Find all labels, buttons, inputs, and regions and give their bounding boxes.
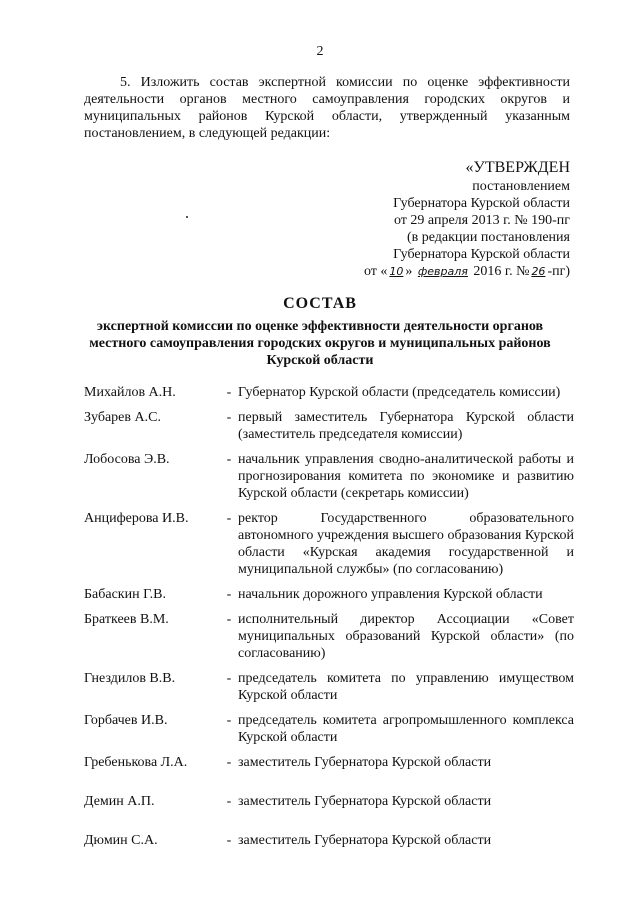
- page-number: 2: [316, 44, 324, 59]
- member-dash: -: [226, 511, 232, 526]
- approval-line: Губернатора Курской области: [393, 196, 570, 211]
- member-position: первый заместитель Губернатора Курской области (заместитель председателя комиссии): [238, 410, 574, 442]
- scan-speck: [186, 216, 188, 218]
- approval-line: Губернатора Курской области: [393, 247, 570, 262]
- paragraph-5: 5. Изложить состав экспертной комиссии по оценке эффективности деятельности органов местного самоуправления городских округов и муниципальных районов Курской области, утвержденный указанным постановлением, в следующей редакции:: [84, 75, 570, 141]
- member-row: [84, 510, 574, 578]
- member-position: начальник управления сводно-аналитической работы и прогнозирования комитета по экономике и развитию Курской области (секретарь комиссии): [238, 452, 574, 501]
- handwritten-number: 26: [531, 265, 546, 278]
- member-name: Зубарев А.С.: [84, 410, 161, 425]
- member-row: [84, 712, 574, 746]
- approval-heading: «УТВЕРЖДЕН: [465, 159, 570, 176]
- member-dash: -: [226, 713, 232, 728]
- date-mid: »: [405, 264, 413, 279]
- member-dash: -: [226, 755, 232, 770]
- member-row: [84, 611, 574, 662]
- member-name: Анциферова И.В.: [84, 511, 189, 526]
- year-part: 2016 г. №: [473, 264, 530, 279]
- member-dash: -: [226, 452, 232, 467]
- member-name: Лобосова Э.В.: [84, 452, 170, 467]
- member-position: заместитель Губернатора Курской области: [238, 833, 492, 848]
- member-dash: -: [226, 612, 232, 627]
- member-dash: -: [226, 410, 232, 425]
- member-name: Демин А.П.: [84, 794, 155, 809]
- member-row: [84, 670, 574, 704]
- handwritten-month: февраля: [417, 265, 468, 278]
- member-row: [84, 586, 574, 603]
- member-dash: -: [226, 794, 232, 809]
- approval-line: постановлением: [472, 179, 570, 194]
- member-position: ректор Государственного образовательного автономного учреждения высшего образования Курской области «Курская академия государственной и муниципальной службы» (по согласованию): [238, 511, 574, 577]
- title-block: [70, 294, 570, 369]
- member-row: [84, 793, 574, 810]
- member-position: заместитель Губернатора Курской области: [238, 794, 492, 809]
- member-dash: -: [226, 385, 232, 400]
- approval-line: (в редакции постановления: [406, 230, 570, 245]
- member-row: [84, 409, 574, 443]
- number-suffix: -пг): [547, 264, 570, 279]
- member-dash: -: [226, 833, 232, 848]
- member-name: Михайлов А.Н.: [84, 385, 176, 400]
- member-row: [84, 832, 574, 849]
- member-position: Губернатор Курской области (председатель комиссии): [238, 385, 561, 400]
- member-name: Браткеев В.М.: [84, 612, 169, 627]
- member-position: заместитель Губернатора Курской области: [238, 755, 492, 770]
- approval-block: [270, 158, 570, 280]
- handwritten-day: 10: [389, 265, 404, 278]
- member-name: Дюмин С.А.: [84, 833, 158, 848]
- member-position: начальник дорожного управления Курской области: [238, 587, 543, 602]
- member-name: Горбачев И.В.: [84, 713, 168, 728]
- approval-date-line: [270, 263, 570, 280]
- date-prefix: от «: [363, 264, 388, 279]
- member-position: председатель комитета по управлению имуществом Курской области: [238, 671, 574, 703]
- member-row: [84, 754, 574, 771]
- member-name: Гребенькова Л.А.: [84, 755, 188, 770]
- member-name: Бабаскин Г.В.: [84, 587, 166, 602]
- member-position: исполнительный директор Ассоциации «Совет муниципальных образований Курской области» (по согласованию): [238, 612, 574, 661]
- member-dash: -: [226, 671, 232, 686]
- document-subtitle: экспертной комиссии по оценке эффективности деятельности органов местного самоуправления городских округов и муниципальных районов Курской области: [89, 319, 551, 368]
- document-title: СОСТАВ: [283, 295, 357, 312]
- member-row: [84, 384, 574, 401]
- member-name: Гнездилов В.В.: [84, 671, 176, 686]
- member-position: председатель комитета агропромышленного комплекса Курской области: [238, 713, 574, 745]
- member-row: [84, 451, 574, 502]
- approval-line: от 29 апреля 2013 г. № 190-пг: [393, 213, 570, 228]
- members-list: [84, 384, 574, 849]
- member-dash: -: [226, 587, 232, 602]
